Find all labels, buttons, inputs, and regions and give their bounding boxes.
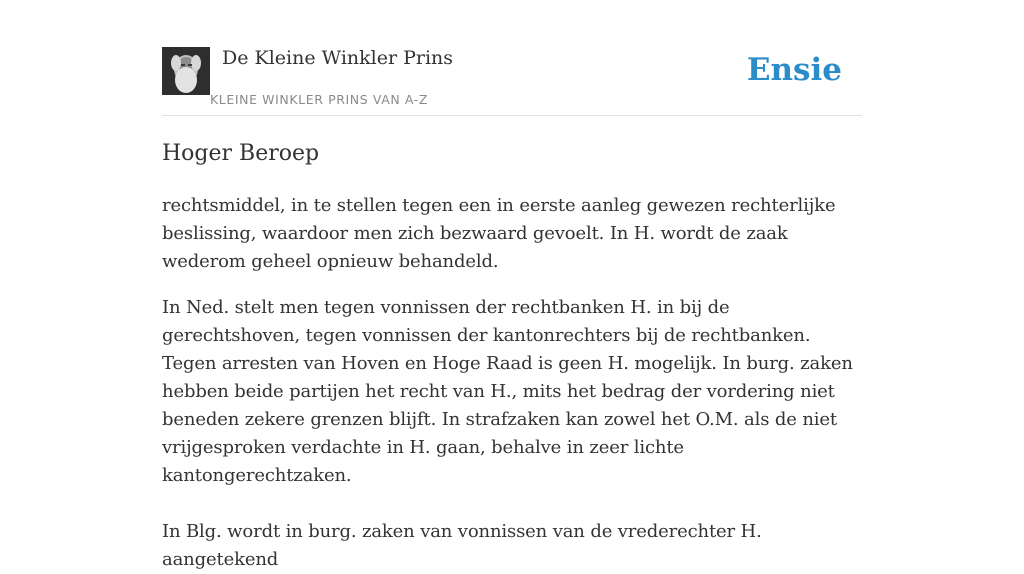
book-title[interactable]: De Kleine Winkler Prins (222, 47, 454, 69)
header (162, 0, 862, 116)
avatar[interactable] (162, 47, 210, 95)
entry-title: Hoger Beroep (162, 141, 320, 166)
entry-paragraph: In Ned. stelt men tegen vonnissen der rechtbanken H. in bij de gerechtshoven, tegen vonnissen der kantonrechters bij de rechtbanken. Tegen arresten van Hoven en Hoge Raad is geen H. mogelijk. In burg. zaken hebben beide partijen het recht van H., mits het bedrag der vordering niet beneden zekere grenzen blijft. In strafzaken kan zowel het O.M. als de niet vrijgesproken verdachte in H. gaan, behalve in zeer lichte kantongerechtzaken. (162, 297, 853, 486)
entry-content (162, 192, 862, 574)
entry-paragraph: In Blg. wordt in burg. zaken van vonnissen van de vrederechter H. aangetekend (162, 521, 762, 570)
page (162, 0, 862, 570)
entry-paragraph: rechtsmiddel, in te stellen tegen een in eerste aanleg gewezen rechterlijke beslissing, waardoor men zich bezwaard gevoelt. In H. wordt de zaak wederom geheel opnieuw behandeld. (162, 195, 836, 272)
brand-logo-link[interactable]: Ensie (746, 52, 842, 88)
bearded-man-portrait-icon (162, 47, 210, 95)
book-subtitle[interactable]: KLEINE WINKLER PRINS VAN A-Z (210, 92, 429, 107)
